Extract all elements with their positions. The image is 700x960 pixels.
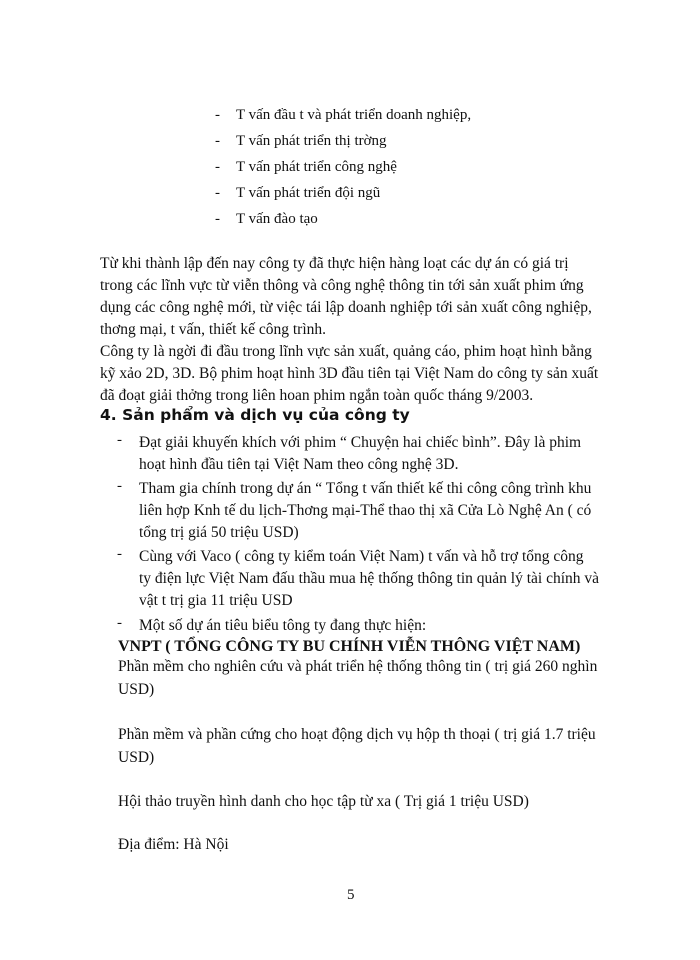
text-line: Từ khi thành lập đến nay công ty đã thực hiện hàng loạt các dự án có giá trị bbox=[100, 255, 569, 272]
text-line: trong các lĩnh vực từ viễn thông và công nghệ thông tin tới sản xuất phim ứng bbox=[100, 277, 584, 294]
bullet-dash: - bbox=[117, 478, 122, 494]
text-line: thơng mại, t vấn, thiết kế công trình. bbox=[100, 321, 327, 338]
bullet-dash: - bbox=[117, 615, 122, 631]
list-item bbox=[139, 478, 591, 544]
bullet-dash: - bbox=[215, 133, 220, 149]
section-heading: 4. Sản phẩm và dịch vụ của công ty bbox=[100, 406, 410, 424]
page-number: 5 bbox=[347, 887, 355, 903]
service-item: T vấn phát triển thị trờng bbox=[236, 133, 387, 149]
project-line: Phần mềm và phần cứng cho hoạt động dịch vụ hộp th thoại ( trị giá 1.7 triệu bbox=[118, 726, 596, 743]
text-line: vật t trị gia 11 triệu USD bbox=[139, 592, 293, 609]
text-line: Một số dự án tiêu biểu tông ty đang thực hiện: bbox=[139, 617, 427, 634]
bullet-dash: - bbox=[215, 185, 220, 201]
text-line: Tham gia chính trong dự án “ Tổng t vấn thiết kế thi công công trình khu bbox=[139, 480, 592, 497]
service-item: T vấn phát triển công nghệ bbox=[236, 159, 397, 175]
project-line: Hội thảo truyền hình danh cho học tập từ xa ( Trị giá 1 triệu USD) bbox=[118, 793, 529, 810]
service-item: T vấn phát triển đội ngũ bbox=[236, 185, 381, 201]
text-line: Đạt giải khuyến khích với phim “ Chuyện hai chiếc bình”. Đây là phim bbox=[139, 434, 582, 451]
text-line: đã đoạt giải thởng trong liên hoan phim ngắn toàn quốc tháng 9/2003. bbox=[100, 387, 534, 404]
location: Địa điểm: Hà Nội bbox=[118, 836, 229, 853]
list-item bbox=[139, 546, 599, 612]
project-line: USD) bbox=[118, 681, 155, 698]
paragraph-achievements bbox=[100, 253, 645, 341]
text-line: dụng các công nghệ mới, từ việc tái lập doanh nghiệp tới sản xuất công nghiệp, bbox=[100, 299, 592, 316]
text-line: liên hợp Knh tế du lịch-Thơng mại-Thể thao thị xã Cửa Lò Nghệ An ( có bbox=[139, 502, 592, 519]
text-line: hoạt hình đầu tiên tại Việt Nam theo công nghệ 3D. bbox=[139, 456, 459, 473]
bullet-dash: - bbox=[215, 159, 220, 175]
list-item bbox=[139, 615, 426, 637]
vnpt-title: VNPT ( TỔNG CÔNG TY BU CHÍNH VIỄN THÔNG VIỆT NAM) bbox=[118, 638, 581, 655]
bullet-dash: - bbox=[215, 107, 220, 123]
bullet-dash: - bbox=[117, 432, 122, 448]
list-item bbox=[139, 432, 581, 476]
paragraph-pioneer bbox=[100, 341, 645, 407]
bullet-dash: - bbox=[117, 546, 122, 562]
text-line: Công ty là ngời đi đầu trong lĩnh vực sản xuất, quảng cáo, phim hoạt hình bằng bbox=[100, 343, 592, 360]
service-item: T vấn đào tạo bbox=[236, 211, 318, 227]
bullet-dash: - bbox=[215, 211, 220, 227]
project-line: USD) bbox=[118, 749, 155, 766]
text-line: ty điện lực Việt Nam đấu thầu mua hệ thống thông tin quản lý tài chính và bbox=[139, 570, 600, 587]
service-item: T vấn đầu t và phát triển doanh nghiệp, bbox=[236, 107, 472, 123]
text-line: kỹ xảo 2D, 3D. Bộ phim hoạt hình 3D đầu tiên tại Việt Nam do công ty sản xuất bbox=[100, 365, 599, 382]
project-line: Phần mềm cho nghiên cứu và phát triển hệ thống thông tin ( trị giá 260 nghìn bbox=[118, 658, 598, 675]
text-line: Cùng với Vaco ( công ty kiểm toán Việt Nam) t vấn và hỗ trợ tổng công bbox=[139, 548, 584, 565]
text-line: tổng trị giá 50 triệu USD) bbox=[139, 524, 299, 541]
